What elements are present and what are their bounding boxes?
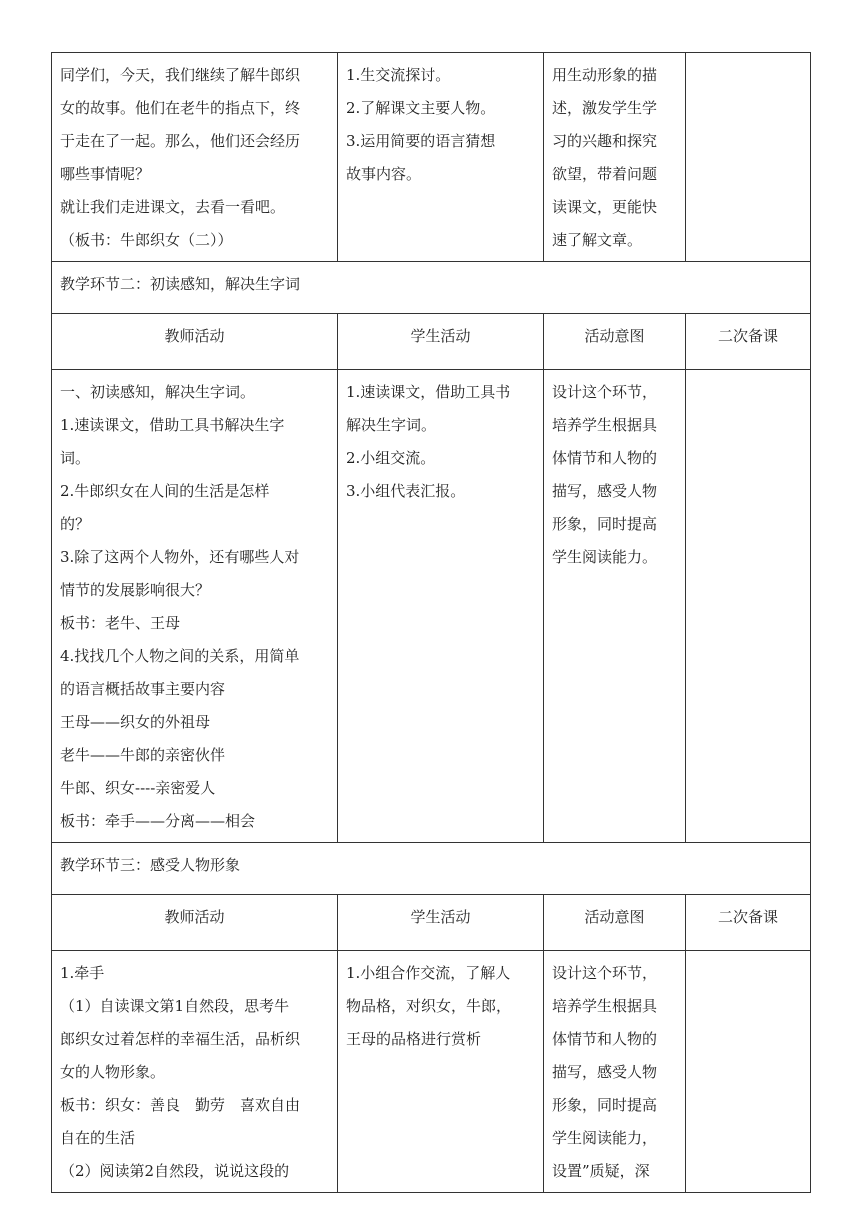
text-line: 物品格，对织女，牛郎， (346, 997, 512, 1015)
text-line: 描写，感受人物 (552, 1063, 658, 1081)
text-line: 1.生交流探讨。 (346, 66, 451, 84)
text-line: 习的兴趣和探究 (552, 132, 658, 150)
second-prep-cell (686, 53, 811, 262)
text-line: 体情节和人物的 (552, 1030, 658, 1048)
section-title: 教学环节三：感受人物形象 (52, 843, 811, 895)
text-line: 3.除了这两个人物外，还有哪些人对 (60, 548, 300, 566)
header-activity-intent: 活动意图 (544, 314, 686, 370)
text-line: 1.小组合作交流，了解人 (346, 964, 511, 982)
text-line: 欲望，带着问题 (552, 165, 658, 183)
text-line: 女的人物形象。 (60, 1063, 166, 1081)
header-second-prep: 二次备课 (686, 314, 811, 370)
text-line: 就让我们走进课文，去看一看吧。 (60, 198, 286, 216)
text-line: 学生阅读能力， (552, 1129, 658, 1147)
text-line: 2.小组交流。 (346, 449, 436, 467)
text-line: 形象，同时提高 (552, 515, 658, 533)
text-line: 词。 (60, 449, 91, 467)
text-line: 4.找找几个人物之间的关系，用简单 (60, 647, 300, 665)
text-line: 3.运用简要的语言猜想 (346, 132, 496, 150)
text-line: 1.牵手 (60, 964, 105, 982)
header-student-activity: 学生活动 (338, 314, 544, 370)
text-line: 设置”质疑，深 (552, 1162, 650, 1180)
text-line: 速了解文章。 (552, 231, 643, 249)
text-line: 自在的生活 (60, 1129, 136, 1147)
lesson-plan-table (51, 52, 811, 1193)
header-second-prep: 二次备课 (686, 895, 811, 951)
section-title: 教学环节二：初读感知，解决生字词 (52, 262, 811, 314)
text-line: 1.速读课文，借助工具书 (346, 383, 511, 401)
text-line: 培养学生根据具 (552, 416, 658, 434)
text-line: 1.速读课文，借助工具书解决生字 (60, 416, 285, 434)
text-line: 老牛——牛郎的亲密伙伴 (60, 746, 226, 764)
teacher-activity-cell (52, 951, 338, 1193)
table-row (52, 843, 811, 895)
teacher-activity-cell (52, 53, 338, 262)
text-line: 板书：织女：善良 勤劳 喜欢自由 (60, 1096, 301, 1114)
text-line: 的？ (60, 515, 91, 533)
table-row (52, 951, 811, 1193)
text-line: 板书：牵手——分离——相会 (60, 812, 256, 830)
text-line: 哪些事情呢？ (60, 165, 151, 183)
header-teacher-activity: 教师活动 (52, 314, 338, 370)
text-line: 板书：老牛、王母 (60, 614, 181, 632)
text-line: 的语言概括故事主要内容 (60, 680, 226, 698)
header-teacher-activity: 教师活动 (52, 895, 338, 951)
text-line: 学生阅读能力。 (552, 548, 658, 566)
activity-intent-cell (544, 370, 686, 843)
text-line: 3.小组代表汇报。 (346, 482, 466, 500)
teacher-activity-cell (52, 370, 338, 843)
text-line: 形象，同时提高 (552, 1096, 658, 1114)
text-line: 述，激发学生学 (552, 99, 658, 117)
text-line: （2）阅读第2自然段，说说这段的 (60, 1162, 290, 1180)
student-activity-cell (338, 370, 544, 843)
text-line: 设计这个环节， (552, 964, 658, 982)
text-line: 王母的品格进行赏析 (346, 1030, 482, 1048)
header-row (52, 895, 811, 951)
text-line: 体情节和人物的 (552, 449, 658, 467)
text-line: 培养学生根据具 (552, 997, 658, 1015)
text-line: 一、初读感知，解决生字词。 (60, 383, 256, 401)
text-line: 女的故事。他们在老牛的指点下，终 (60, 99, 301, 117)
table-row (52, 370, 811, 843)
header-student-activity: 学生活动 (338, 895, 544, 951)
header-activity-intent: 活动意图 (544, 895, 686, 951)
text-line: 描写，感受人物 (552, 482, 658, 500)
text-line: 郎织女过着怎样的幸福生活，品析织 (60, 1030, 301, 1048)
text-line: 情节的发展影响很大？ (60, 581, 211, 599)
activity-intent-cell (544, 53, 686, 262)
text-line: 2.牛郎织女在人间的生活是怎样 (60, 482, 270, 500)
table-row (52, 262, 811, 314)
text-line: 王母——织女的外祖母 (60, 713, 211, 731)
text-line: 解决生字词。 (346, 416, 437, 434)
text-line: 牛郎、织女----亲密爱人 (60, 779, 216, 797)
text-line: （1）自读课文第1自然段，思考牛 (60, 997, 290, 1015)
text-line: 读课文，更能快 (552, 198, 658, 216)
text-line: 2.了解课文主要人物。 (346, 99, 496, 117)
text-line: 同学们，今天，我们继续了解牛郎织 (60, 66, 301, 84)
table-row (52, 53, 811, 262)
student-activity-cell (338, 951, 544, 1193)
text-line: 用生动形象的描 (552, 66, 658, 84)
text-line: 于走在了一起。那么，他们还会经历 (60, 132, 301, 150)
second-prep-cell (686, 370, 811, 843)
student-activity-cell (338, 53, 544, 262)
text-line: 故事内容。 (346, 165, 422, 183)
text-line: （板书：牛郎织女（二）） (60, 231, 233, 249)
activity-intent-cell (544, 951, 686, 1193)
text-line: 设计这个环节， (552, 383, 658, 401)
header-row (52, 314, 811, 370)
second-prep-cell (686, 951, 811, 1193)
